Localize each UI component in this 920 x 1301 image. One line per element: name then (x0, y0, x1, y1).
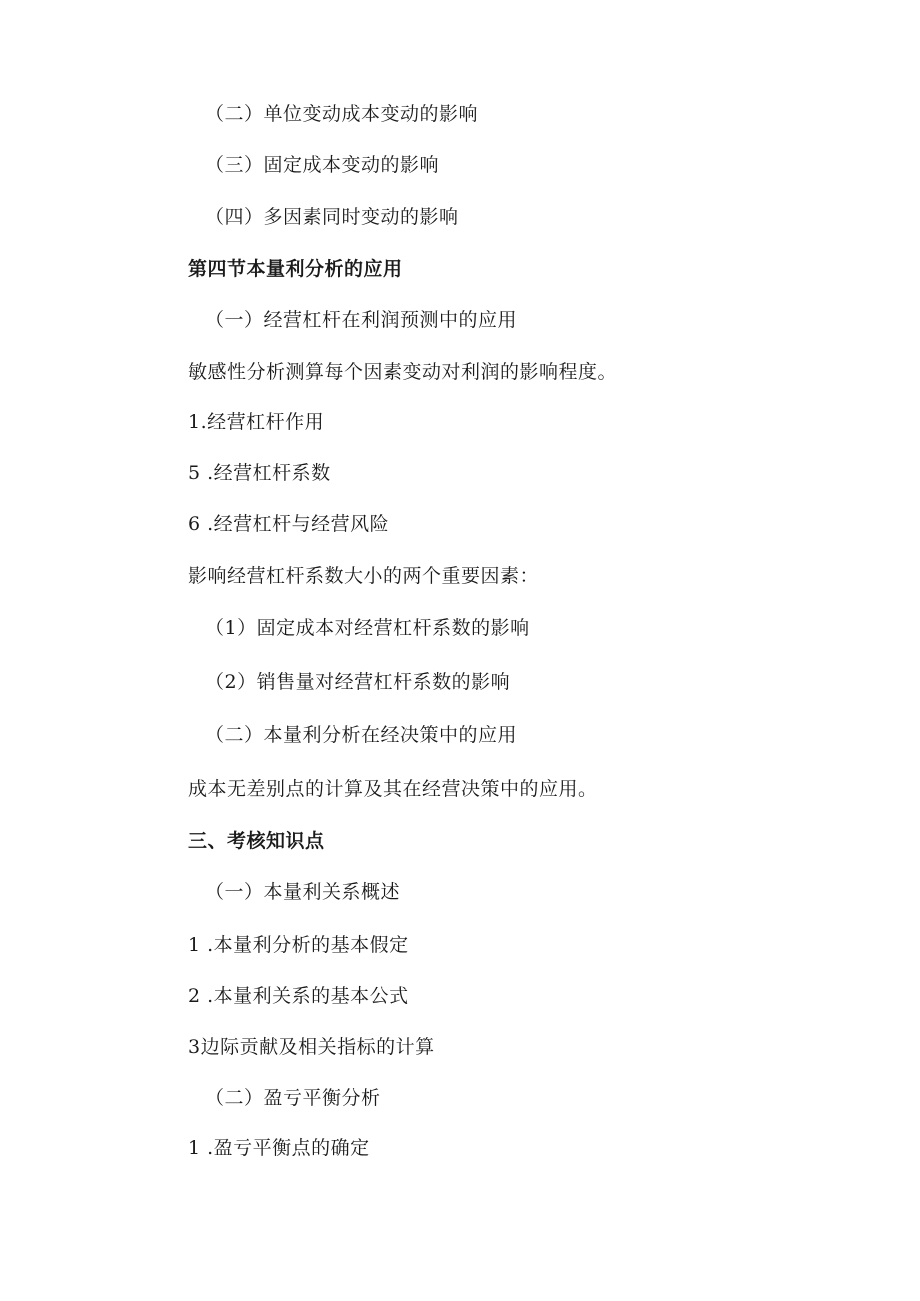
subsection-heading: （四）多因素同时变动的影响 (205, 206, 459, 228)
list-item: 1 .本量利分析的基本假定 (188, 934, 409, 956)
list-item: 1.经营杠杆作用 (188, 411, 325, 433)
subsection-heading: （二）单位变动成本变动的影响 (205, 103, 479, 125)
list-item: （1）固定成本对经营杠杆系数的影响 (205, 617, 530, 639)
list-item: 3边际贡献及相关指标的计算 (188, 1036, 435, 1058)
list-item: （2）销售量对经营杠杆系数的影响 (205, 671, 511, 693)
list-item: 2 .本量利关系的基本公式 (188, 985, 409, 1007)
body-text: 成本无差别点的计算及其在经营决策中的应用。 (188, 778, 598, 800)
list-item: 1 .盈亏平衡点的确定 (188, 1137, 370, 1159)
list-item: 5 .经营杠杆系数 (188, 462, 331, 484)
list-item: 6 .经营杠杆与经营风险 (188, 513, 390, 535)
subsection-heading: （二）盈亏平衡分析 (205, 1087, 381, 1109)
body-text: 影响经营杠杆系数大小的两个重要因素： (188, 565, 540, 587)
subsection-heading: （三）固定成本变动的影响 (205, 154, 440, 176)
body-text: 敏感性分析测算每个因素变动对利润的影响程度。 (188, 361, 618, 383)
section-heading: 三、考核知识点 (188, 830, 325, 852)
section-heading: 第四节本量利分析的应用 (188, 258, 403, 280)
subsection-heading: （一）经营杠杆在利润预测中的应用 (205, 309, 518, 331)
subsection-heading: （二）本量利分析在经决策中的应用 (205, 724, 518, 746)
subsection-heading: （一）本量利关系概述 (205, 881, 401, 903)
